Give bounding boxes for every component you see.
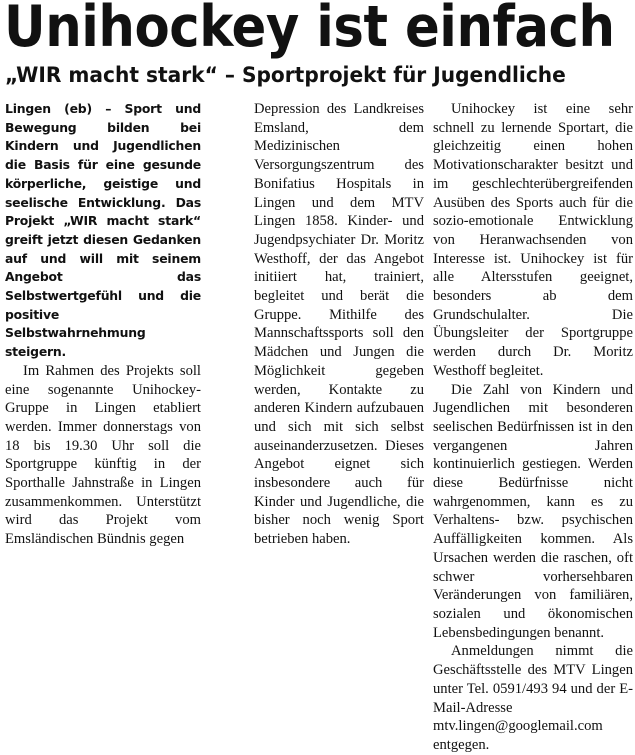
subheadline: „WIR macht stark“ – Sportprojekt für Jugendliche — [5, 63, 566, 87]
body-paragraph: Depression des Landkreises Emsland, dem Medizinischen Versorgungszentrum des Bonifatius Hospitals in Lingen und dem MTV Lingen 1858. Kinder- und Jugendpsychiater Dr. Moritz Westhoff, der das Angebot initiiert hat, trainiert, begleitet und berät die Gruppe. Mithilfe des Mannschaftssports soll den Mädchen und Jungen die Möglichkeit gegeben werden, Kontakte zu anderen Kindern aufzubauen und sich mit sich selbst auseinanderzusetzen. Dieses Angebot eignet sich insbesondere auch für Kinder und Jugendliche, die bisher noch wenig Sport betrieben haben. — [254, 101, 424, 548]
column-1 — [5, 100, 201, 549]
headline: Unihockey ist einfach — [4, 0, 615, 60]
body-paragraph: Die Zahl von Kindern und Jugendlichen mit besonderen seelischen Bedürfnissen ist in den vergangenen Jahren kontinuierlich gestiegen. Werden diese Bedürfnisse nicht wahrgenommen, kann es zu Verhaltens- bzw. psychischen Auffälligkeiten kommen. Als Ursachen werden die raschen, oft schwer vorhersehbaren Veränderungen von familiären, sozialen und ökonomischen Lebensbedingungen benannt. — [433, 381, 633, 641]
column-2 — [254, 100, 424, 549]
article-body — [5, 100, 633, 753]
lead-paragraph: Lingen (eb) – Sport und Bewegung bilden bei Kindern und Jugendlichen die Basis für eine gesunde körperliche, geistige und seelische Entwicklung. Das Projekt „WIR macht stark“ greift jetzt diesen Gedanken auf und will mit seinem Angebot das Selbstwertgefühl und die positive Selbstwahrnehmung steigern. — [5, 101, 201, 360]
body-paragraph: Anmeldungen nimmt die Geschäftsstelle des MTV Lingen unter Tel. 0591/493 94 und der E-Mail-Adresse mtv.lingen@googlemail.com entgegen. — [433, 643, 633, 753]
column-3 — [433, 100, 633, 755]
body-paragraph: Im Rahmen des Projekts soll eine sogenannte Unihockey-Gruppe in Lingen etabliert werden. Immer donnerstags von 18 bis 19.30 Uhr soll die Sportgruppe künftig in der Sporthalle Jahnstraße in Lingen zusammenkommen. Unterstützt wird das Projekt vom Emsländischen Bündnis gegen — [5, 362, 201, 548]
body-paragraph: Unihockey ist eine sehr schnell zu lernende Sportart, die gleichzeitig einen hohen Motivationscharakter besitzt und im geschlechterübergreifenden Ausüben des Sports auch für die sozio-emotionale Entwicklung von Heranwachsenden von Interesse ist. Unihockey ist für alle Altersstufen geeignet, besonders ab dem Grundschulalter. Die Übungsleiter der Sportgruppe werden durch Dr. Moritz Westhoff begleitet. — [433, 101, 633, 379]
